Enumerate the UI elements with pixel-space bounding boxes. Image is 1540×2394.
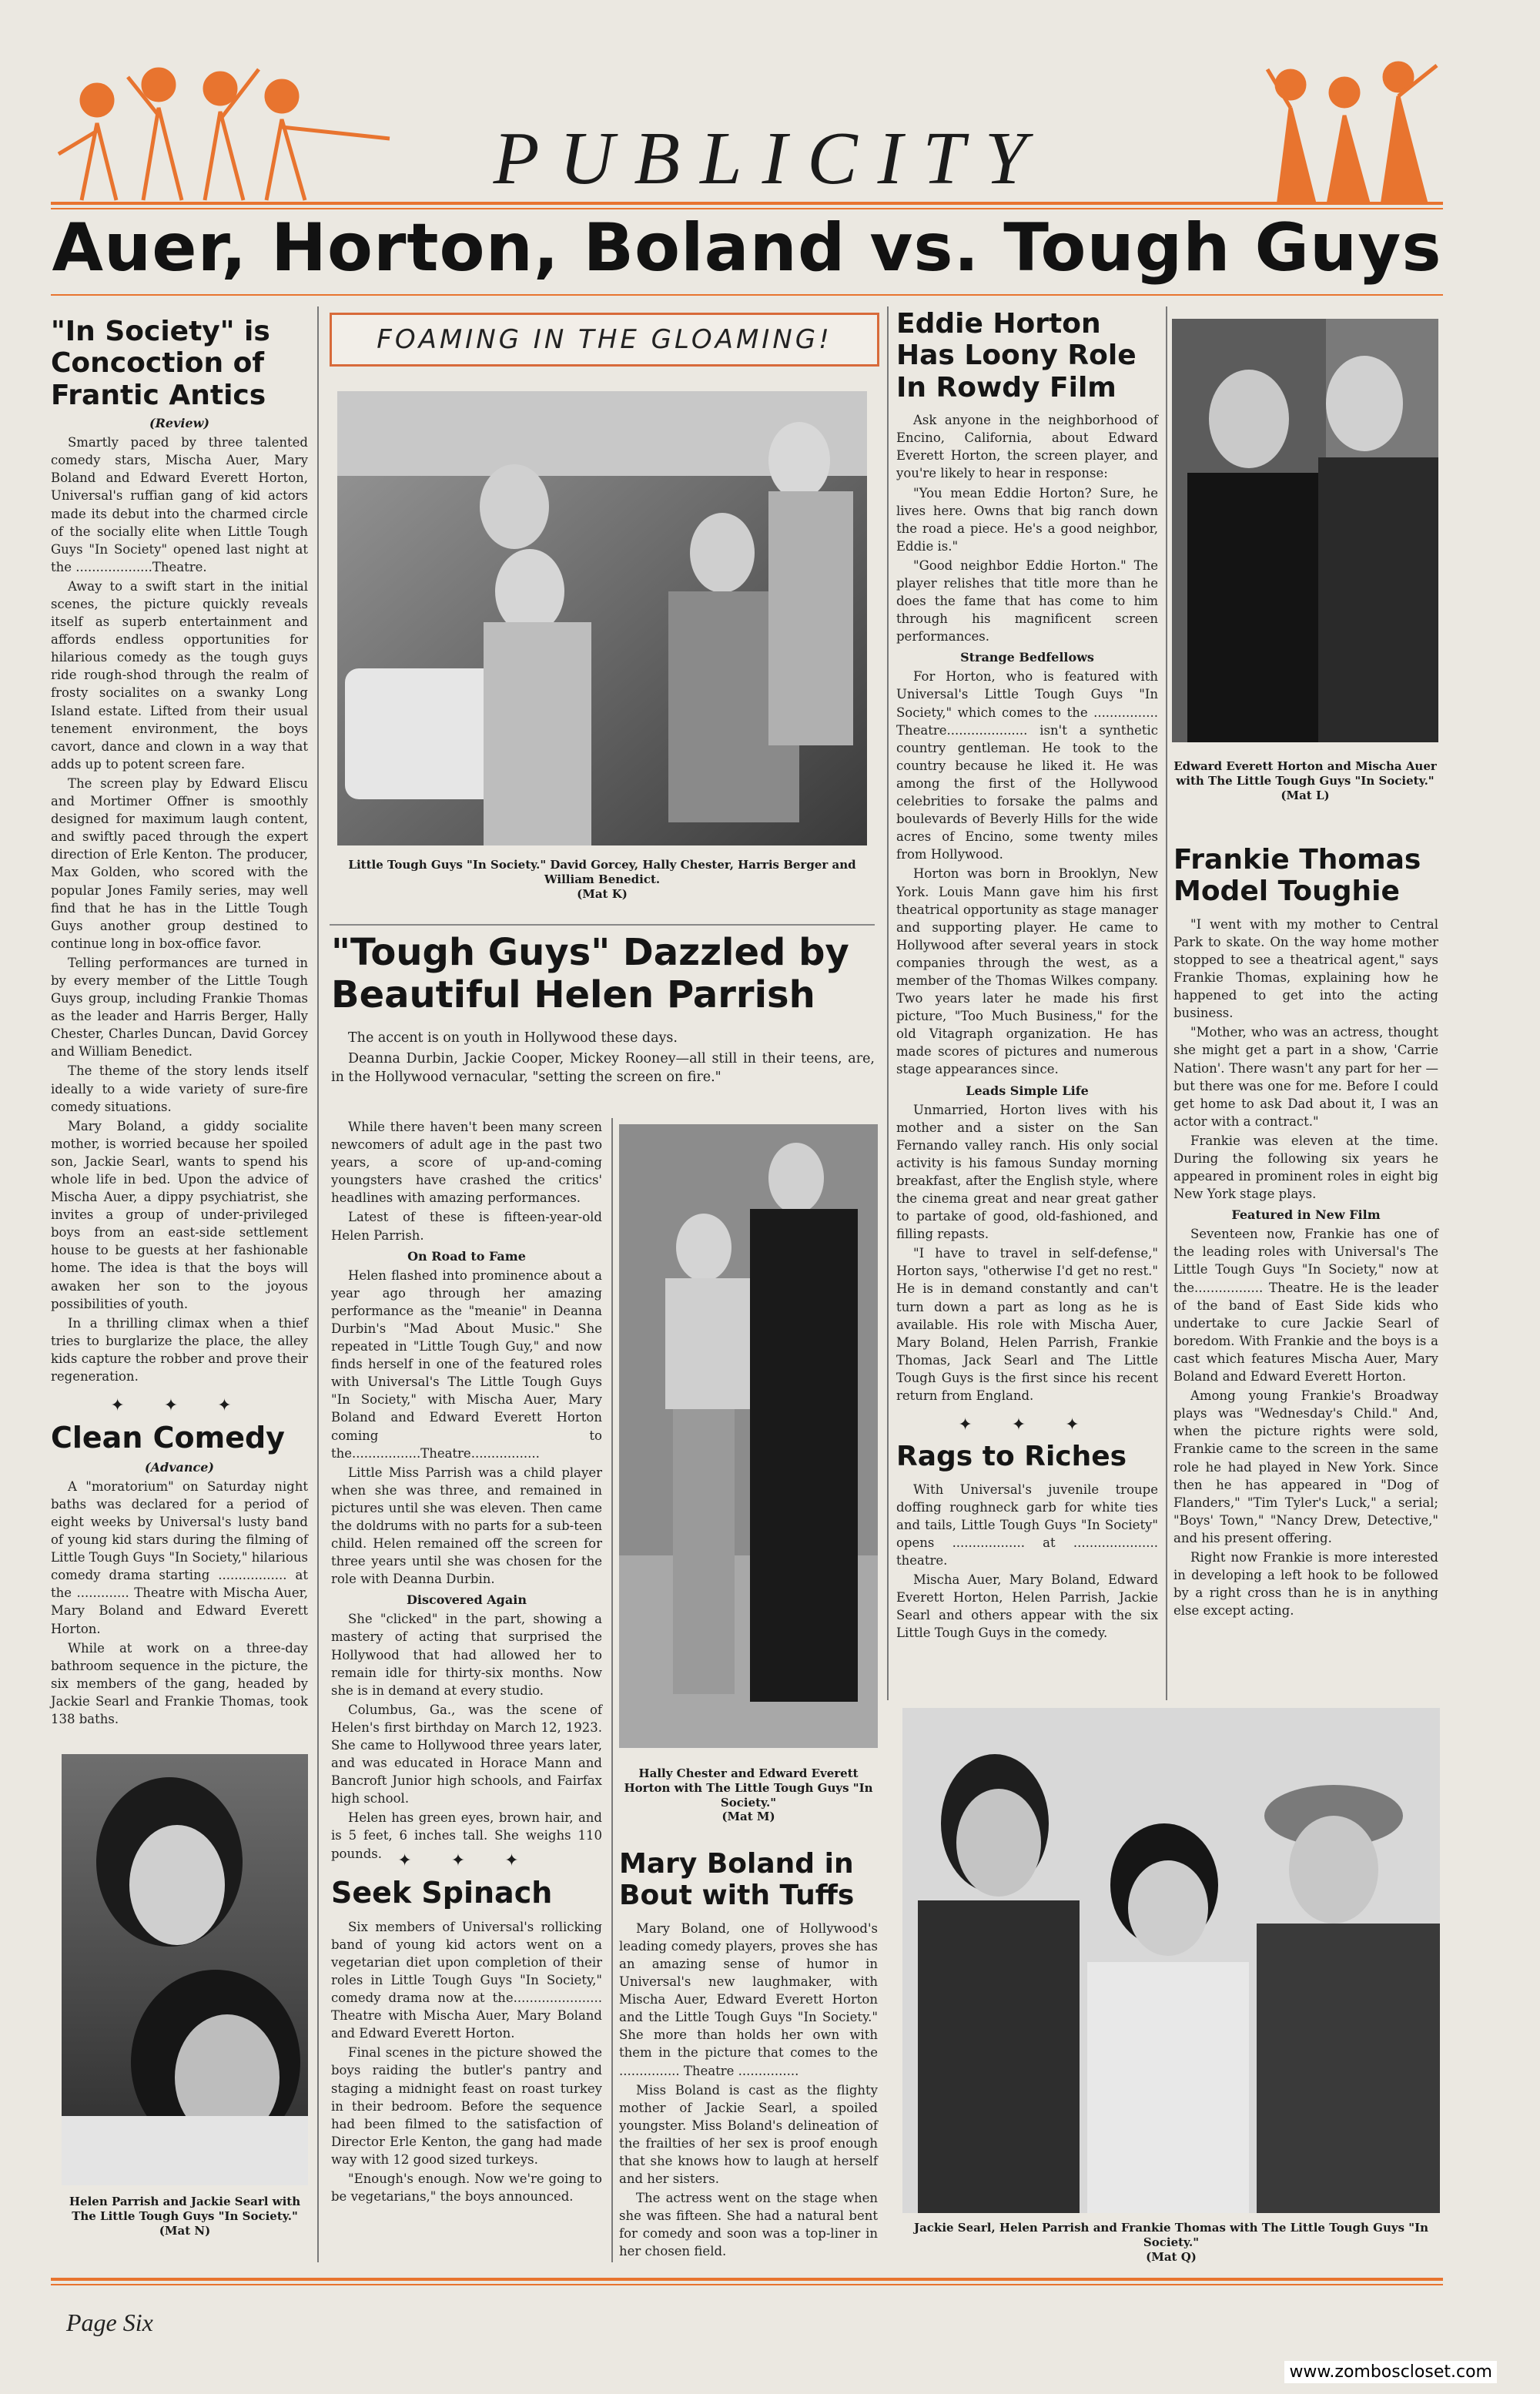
star-divider: ✦ ✦ ✦ [110, 1396, 249, 1416]
mat-label: (Mat N) [159, 2223, 211, 2238]
paragraph: The theme of the story lends itself ideally to a wide variety of sure-fire comedy situations. [51, 1063, 308, 1114]
footer-rule [51, 2278, 1443, 2281]
footer-rule-thin [51, 2284, 1443, 2285]
caption-text: Jackie Searl, Helen Parrish and Frankie Thomas with The Little Tough Guys "In Society." [913, 2221, 1428, 2249]
paragraph: Six members of Universal's rollicking band of young kid actors went on a vegetarian diet upon completion of their roles in Little Tough Guys "In Society," comedy drama now at the...................... Theatre with Mischa Auer, Mary Boland and Edward Everett Horton. [331, 1919, 602, 2041]
mat-label: (Mat M) [721, 1810, 775, 1824]
photo-mat-l [1172, 319, 1438, 742]
caption-text: Helen Parrish and Jackie Searl with The Little Tough Guys "In Society." [69, 2195, 301, 2223]
paragraph: "I have to travel in self-defense," Horton says, "otherwise I'd get no rest." He is in demand constantly and can't turn down a part as long as he is available. His role with Mischa Auer, Mary Boland, Helen Parrish, Frankie Thomas, Jack Searl and The Little Tough Guys is the first since his recent return from England. [896, 1246, 1158, 1404]
frankie-headline: Frankie Thomas Model Toughie [1173, 844, 1421, 908]
horton-chester-photo-image [619, 1124, 878, 1748]
paragraph: Horton was born in Brooklyn, New York. Louis Mann gave him his first theatrical opportunity as stage manager and supporting player. He came to Hollywood after several years in stock companies through the west, as a member of the Thomas Wilkes company. Two years later he made his first picture, "Too Much Business," for the old Vitagraph organization. He has made scores of pictures and numerous stage appearances since. [896, 866, 1158, 1077]
paragraph: Ask anyone in the neighborhood of Encino, California, about Edward Everett Horton, the screen player, and you're likely to hear in response: [896, 413, 1158, 481]
paragraph: She "clicked" in the part, showing a mastery of acting that surprised the Hollywood that had allowed her to remain idle for thirty-six months. Now she is in demand at every studio. [331, 1612, 602, 1698]
horton-headline: Eddie Horton Has Loony Role In Rowdy Film [896, 308, 1137, 403]
photo-mat-m [619, 1124, 878, 1748]
paragraph: Miss Boland is cast as the flighty mother of Jackie Searl, a spoiled youngster. Miss Boland's delineation of the frailties of her sex is proof enough that she knows how to laugh at herself and her sisters. [619, 2082, 878, 2187]
paragraph: "I went with my mother to Central Park to skate. On the way home mother stopped to see a theatrical agent," says Frankie Thomas, explaining how he happened to get into the acting business. [1173, 916, 1438, 1021]
rags-headline: Rags to Riches [896, 1441, 1127, 1473]
review-headline: "In Society" is Concoction of Frantic Antics [51, 316, 270, 411]
caption-text: Little Tough Guys "In Society." David Gorcey, Hally Chester, Harris Berger and William Benedict. [348, 858, 856, 886]
mat-label: (Mat K) [577, 886, 628, 901]
subhead: Leads Simple Life [966, 1083, 1089, 1098]
paragraph: A "moratorium" on Saturday night baths was declared for a period of eight weeks by Universal's lusty band of young kid stars during the filming of Little Tough Guys "In Society," hilarious comedy drama starting ................. at the ............. Theatre with Mischa Auer, Mary Boland and Edward Everett Horton. [51, 1478, 308, 1636]
horton-article [896, 308, 1158, 1643]
paragraph: Deanna Durbin, Jackie Cooper, Mickey Rooney—all still in their teens, are, in the Hollywood vernacular, "setting the screen on fire." [331, 1050, 875, 1085]
dazzled-lead [331, 1029, 875, 1089]
subhead: On Road to Fame [407, 1248, 526, 1264]
paragraph: While there haven't been many screen newcomers of adult age in the past two years, a score of up-and-coming youngsters have crashed the critics' headlines with amazing performances. [331, 1120, 602, 1206]
page-title: PUBLICITY [493, 117, 1047, 200]
paragraph: Among young Frankie's Broadway plays was "Wednesday's Child." And, when the picture rights were sold, Frankie came to the screen in the same role he had played in New York. Since then he has appeared in "Dog of Flanders," "Tim Tyler's Luck," a serial; "Boys' Town," "Nancy Drew, Detective," and his present offering. [1173, 1388, 1438, 1545]
paragraph: "Enough's enough. Now we're going to be vegetarians," the boys announced. [331, 2171, 602, 2205]
bathroom-scene-photo-image [337, 391, 867, 845]
mat-label: (Mat L) [1281, 788, 1330, 802]
paragraph: The actress went on the stage when she was fifteen. She had a natural bent for comedy and soon was a top-liner in her chosen field. [619, 2191, 878, 2259]
parrish-searl-photo-image [62, 1754, 308, 2185]
main-headline: Auer, Horton, Boland vs. Tough Guys [52, 209, 1442, 286]
column-divider [1166, 306, 1167, 1700]
paragraph: While at work on a three-day bathroom sequence in the picture, the six members of the gang, headed by Jackie Searl and Frankie Thomas, took 138 baths. [51, 1640, 308, 1727]
frankie-article [1173, 844, 1438, 1621]
photo-n-caption [62, 2195, 308, 2238]
paragraph: Helen has green eyes, brown hair, and is 5 feet, 6 inches tall. She weighs 110 pounds. [331, 1810, 602, 1861]
dazzled-article [331, 1118, 602, 1864]
photo-q-caption [902, 2221, 1440, 2264]
mat-label: (Mat Q) [1146, 2249, 1197, 2264]
review-tag: (Review) [149, 416, 209, 431]
paragraph: For Horton, who is featured with Universal's Little Tough Guys "In Society," which comes to the ................ Theatre.................... isn't a synthetic country gentleman. He took to the country because he liked it. He was among the first of the Hollywood celebrities to forsake the palms and boulevards of Beverly Hills for the wide acres of Encino, some twenty miles from Hollywood. [896, 669, 1158, 862]
paragraph: "Mother, who was an actress, thought she might get a part in a show, 'Carrie Nation'. There wasn't any part for her — but there was one for me. Before I could get home to ask Dad about it, I was an actor with a contract." [1173, 1025, 1438, 1129]
caption-text: Hally Chester and Edward Everett Horton with The Little Tough Guys "In Society." [624, 1766, 873, 1810]
paragraph: Columbus, Ga., was the scene of Helen's first birthday on March 12, 1923. She came to Hollywood three years later, and was educated in Horace Mann and Bancroft Junior high schools, and Fairfax high school. [331, 1702, 602, 1806]
column-divider [887, 306, 889, 1700]
boland-article [619, 1848, 878, 2262]
star-divider: ✦ ✦ ✦ [958, 1415, 1096, 1435]
clean-comedy-headline: Clean Comedy [51, 1421, 285, 1455]
paragraph: Away to a swift start in the initial scenes, the picture quickly reveals itself as superb entertainment and affords endless opportunities for hilarious comedy as the tough guys ride rough-shod through the realm of frosty socialites on a swanky Long Island estate. Lifted from their usual tenement environment, the boys cavort, dance and clown in a way that adds up to potent screen fare. [51, 578, 308, 772]
headline-rule [51, 294, 1443, 296]
photo-mat-n [62, 1754, 308, 2185]
paragraph: Final scenes in the picture showed the boys raiding the butler's pantry and staging a midnight feast on roast turkey in their bedroom. Before the sequence had been filmed to the satisfaction of Director Erle Kenton, the gang had made way with 12 good sized turkeys. [331, 2045, 602, 2167]
subhead: Discovered Again [407, 1592, 527, 1608]
foaming-banner: FOAMING IN THE GLOAMING! [330, 313, 879, 367]
star-divider: ✦ ✦ ✦ [397, 1851, 536, 1870]
horton-auer-photo-image [1172, 319, 1438, 742]
spinach-headline: Seek Spinach [331, 1876, 553, 1910]
paragraph: Smartly paced by three talented comedy stars, Mischa Auer, Mary Boland and Edward Everett Horton, Universal's ruffian gang of kid actors made its debut into the charmed circle of the socially elite when Little Tough Guys "In Society" opened last night at the ...................Theatre. [51, 435, 308, 574]
paragraph: Little Miss Parrish was a child player when she was three, and remained in pictures until she was eleven. Then came the doldrums with no parts for a sub-teen child. Helen remained off the screen for three years until she was chosen for the role with Deanna Durbin. [331, 1465, 602, 1587]
watermark: www.zomboscloset.com [1284, 2361, 1497, 2383]
boland-headline: Mary Boland in Bout with Tuffs [619, 1848, 855, 1912]
dazzled-headline: "Tough Guys" Dazzled by Beautiful Helen Parrish [331, 931, 849, 1017]
paragraph: In a thrilling climax when a thief tries to burglarize the place, the alley kids capture the robber and prove their regeneration. [51, 1315, 308, 1385]
paragraph: Unmarried, Horton lives with his mother and a sister on the San Fernando valley ranch. His only social activity is his famous Sunday morning breakfast, after the English style, where the cinema great and near great gather to partake of good, old-fashioned, and filling repasts. [896, 1102, 1158, 1242]
spinach-article [331, 1851, 602, 2207]
photo-mat-k [337, 391, 867, 845]
paragraph: Mischa Auer, Mary Boland, Edward Everett Horton, Helen Parrish, Jackie Searl and others appear with the six Little Tough Guys in the comedy. [896, 1572, 1158, 1641]
paragraph: The accent is on youth in Hollywood these days. [348, 1030, 678, 1046]
searl-parrish-thomas-photo-image [902, 1708, 1440, 2213]
paragraph: "You mean Eddie Horton? Sure, he lives here. Owns that big ranch down the road a piece. He's a good neighbor, Eddie is." [896, 485, 1158, 554]
paragraph: Seventeen now, Frankie has one of the leading roles with Universal's The Little Tough Guys "In Society," now at the................. Theatre. He is the leader of the band of East Side kids who undertake to cure Jackie Searl of boredom. With Frankie and the boys is a cast which features Mischa Auer, Mary Boland and Edward Everett Horton. [1173, 1227, 1438, 1385]
column-divider [317, 306, 319, 2262]
column-divider [611, 1118, 613, 2262]
photo-k-caption [337, 858, 867, 901]
advance-tag: (Advance) [145, 1459, 214, 1475]
photo-mat-q [902, 1708, 1440, 2213]
paragraph: With Universal's juvenile troupe doffing roughneck garb for white ties and tails, Little Tough Guys "In Society" opens .................. at ..................... theatre. [896, 1482, 1158, 1568]
paragraph: Telling performances are turned in by every member of the Little Tough Guys group, including Frankie Thomas as the leader and Harris Berger, Hally Chester, Charles Duncan, David Gorcey and William Benedict. [51, 955, 308, 1060]
subhead: Strange Bedfellows [960, 650, 1094, 665]
paragraph: Frankie was eleven at the time. During the following six years he appeared in prominent roles in eight big New York stage plays. [1173, 1133, 1438, 1202]
photo-l-caption [1172, 759, 1438, 802]
section-rule [330, 924, 875, 926]
header-rule [51, 202, 1443, 205]
paragraph: The screen play by Edward Eliscu and Mortimer Offner is smoothly designed for maximum laugh content, and swiftly paced through the expert direction of Erle Kenton. The producer, Max Golden, who scored with the popular Jones Family series, may well find that he has in the Little Tough Guys another group destined to continue long in box-office favor. [51, 775, 308, 951]
subhead: Featured in New Film [1231, 1207, 1381, 1223]
paragraph: Right now Frankie is more interested in developing a left hook to be followed by a right cross than he is in anything else except acting. [1173, 1549, 1438, 1619]
paragraph: Mary Boland, a giddy socialite mother, is worried because her spoiled son, Jackie Searl, wants to spend his whole life in bed. Upon the advice of Mischa Auer, a dippy psychiatrist, she invites a group of under-privileged boys from an east-side settlement house to be guests at her fashionable home. The idea is that the boys will awaken her son to the joyous possibilities of youth. [51, 1118, 308, 1311]
paragraph: Mary Boland, one of Hollywood's leading comedy players, proves she has an amazing sense of humor in Universal's new laughmaker, with Mischa Auer, Edward Everett Horton and the Little Tough Guys "In Society." She more than holds her own with them in the picture that comes to the ............... Theatre ............... [619, 1920, 878, 2078]
paragraph: Latest of these is fifteen-year-old Helen Parrish. [331, 1210, 602, 1243]
caption-text: Edward Everett Horton and Mischa Auer with The Little Tough Guys "In Society." [1173, 759, 1437, 788]
paragraph: "Good neighbor Eddie Horton." The player relishes that title more than he does the fame that has come to him through his magnificent screen performances. [896, 557, 1158, 645]
review-article [51, 316, 308, 1729]
page-number: Page Six [66, 2309, 153, 2336]
paragraph: Helen flashed into prominence about a year ago through her amazing performance as the "meanie" in Deanna Durbin's "Mad About Music." She repeated in "Little Tough Guy," and now finds herself in one of the featured roles with Universal's The Little Tough Guys "In Society," with Mischa Auer, Mary Boland and Edward Everett Horton coming to the.................Theatre................. [331, 1267, 602, 1461]
photo-m-caption [619, 1766, 878, 1824]
